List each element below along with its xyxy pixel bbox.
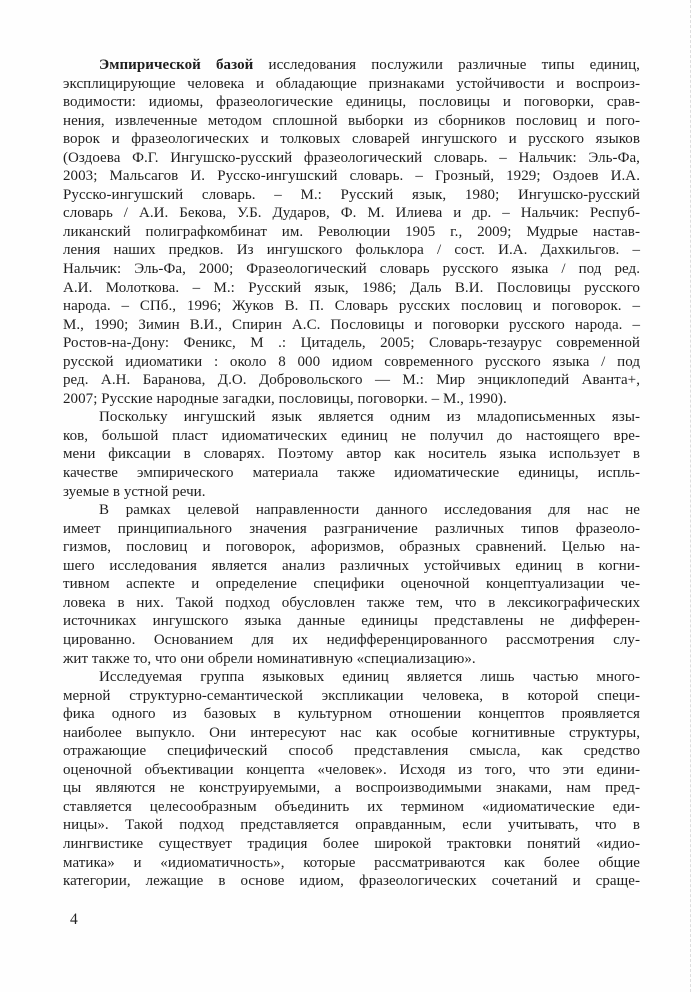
- text-line: Исследуемая группа языковых единиц является лишь частью много-: [99, 669, 640, 686]
- text-line: жит также то, что они обрели номинативную «специализацию».: [63, 650, 476, 667]
- text-line: ред. А.Н. Баранова, Д.О. Добровольского — М.: Мир энциклопедий Аванта+,: [63, 372, 640, 389]
- text-line: мерной структурно-семантической экспликации человека, в которой специ-: [63, 687, 640, 704]
- paragraph: [63, 408, 640, 501]
- text-line: ков, большой пласт идиоматических единиц не получил до настоящего вре-: [63, 427, 640, 444]
- text-line: Эмпирической базой исследования послужили различные типы единиц,: [99, 57, 640, 73]
- text-line: ставляется целесообразным объединить их термином «идиоматические еди-: [63, 798, 640, 815]
- text-line: фика одного из базовых в культурном отношении концептов проявляется: [63, 706, 640, 723]
- text-line: М., 1990; Зимин В.И., Спирин А.С. Пословицы и поговорки русского народа. –: [63, 316, 640, 333]
- text-line: ликанский полиграфкомбинат им. Революции 1905 г., 2009; Мудрые настав-: [63, 223, 640, 240]
- paragraph: [63, 668, 640, 891]
- text-line: 2007; Русские народные загадки, пословицы, поговорки. – М., 1990).: [63, 390, 507, 407]
- text-line: источниках ингушского языка данные единицы представлены не дифферен-: [63, 613, 640, 630]
- text-line: Нальчик: Эль-Фа, 2000; Фразеологический словарь русского языка / под ред.: [63, 261, 640, 278]
- text-line: тивном аспекте и определение специфики оценочной концептуализации че-: [63, 576, 640, 593]
- text-line: В рамках целевой направленности данного исследования для нас не: [99, 502, 640, 519]
- text-line: мени фиксации в словарях. Поэтому автор как носитель языка использует в: [63, 446, 640, 463]
- text-line: шего исследования является анализ различных устойчивых единиц в когни-: [63, 557, 640, 574]
- text-line: А.И. Молоткова. – М.: Русский язык, 1986; Даль В.И. Пословицы русского: [63, 279, 640, 296]
- text-line: наиболее выпукло. Они интересуют нас как особые когнитивные структуры,: [63, 724, 640, 741]
- text-line: лингвистике существует традиция более широкой трактовки понятий «идио-: [63, 835, 640, 852]
- text-line: зуемые в устной речи.: [63, 483, 206, 500]
- text-line: качестве эмпирического материала также идиоматические единицы, испль-: [63, 465, 640, 482]
- text-line: цированно. Основанием для их недифференцированного рассмотрения слу-: [63, 631, 640, 648]
- text-line: (Оздоева Ф.Г. Ингушско-русский фразеологический словарь. – Нальчик: Эль-Фа,: [63, 149, 640, 166]
- text-line: русской идиоматики : около 8 000 идиом современного русского языка / под: [63, 353, 640, 370]
- text-block: [63, 56, 640, 891]
- bold-lead-phrase: Эмпирической базой: [99, 57, 254, 73]
- text-line: категории, лежащие в основе идиом, фразеологических сочетаний и сраще-: [63, 873, 640, 890]
- text-line: матика» и «идиоматичность», которые рассматриваются как более общие: [63, 854, 640, 871]
- text-line: ления наших предков. Из ингушского фольклора / сост. И.А. Дахкильгов. –: [63, 242, 640, 259]
- text-line: Ростов-на-Дону: Феникс, М .: Цитадель, 2005; Словарь-тезаурус современной: [63, 335, 640, 352]
- page-number: 4: [70, 911, 78, 928]
- text-line: отражающие специфический способ представления смысла, как средство: [63, 743, 640, 760]
- text-line: цы являются не конструируемыми, а воспроизводимыми знаками, нам пред-: [63, 780, 640, 797]
- text-line: 2003; Мальсагов И. Русско-ингушский словарь. – Грозный, 1929; Оздоев И.А.: [63, 168, 640, 185]
- text-line: эксплицирующие человека и обладающие признаками устойчивости и воспроиз-: [63, 75, 640, 92]
- text-line: Русско-ингушский словарь. – М.: Русский язык, 1980; Ингушско-русский: [63, 186, 640, 203]
- text-line: словарь / А.И. Бекова, У.Б. Дударов, Ф. М. Илиева и др. – Нальчик: Респуб-: [63, 205, 640, 222]
- text-line: народа. – СПб., 1996; Жуков В. П. Словарь русских пословиц и поговорок. –: [63, 298, 640, 315]
- scan-edge-artifact: [690, 0, 691, 992]
- text-line: ницы». Такой подход представляется оправданным, если учитывать, что в: [63, 817, 640, 834]
- text-line: гизмов, пословиц и поговорок, афоризмов, образных сравнений. Целью на-: [63, 539, 640, 556]
- text-line: водимости: идиомы, фразеологические единицы, пословицы и поговорки, срав-: [63, 94, 640, 111]
- paragraph: [63, 56, 640, 408]
- text-line: ловека в них. Такой подход обусловлен также тем, что в лексикографических: [63, 594, 640, 611]
- text-line: ворок и фразеологических и толковых словарей ингушского и русского языков: [63, 131, 640, 148]
- text-line: оценочной объективации концепта «человек». Исходя из того, что эти едини-: [63, 761, 640, 778]
- text-line: Поскольку ингушский язык является одним из младописьменных язы-: [99, 409, 640, 426]
- text-line: нения, извлеченные методом сплошной выборки из сборников пословиц и пого-: [63, 112, 640, 129]
- text-line: имеет принципиального значения разграничение различных типов фразеоло-: [63, 520, 640, 537]
- paragraph: [63, 501, 640, 668]
